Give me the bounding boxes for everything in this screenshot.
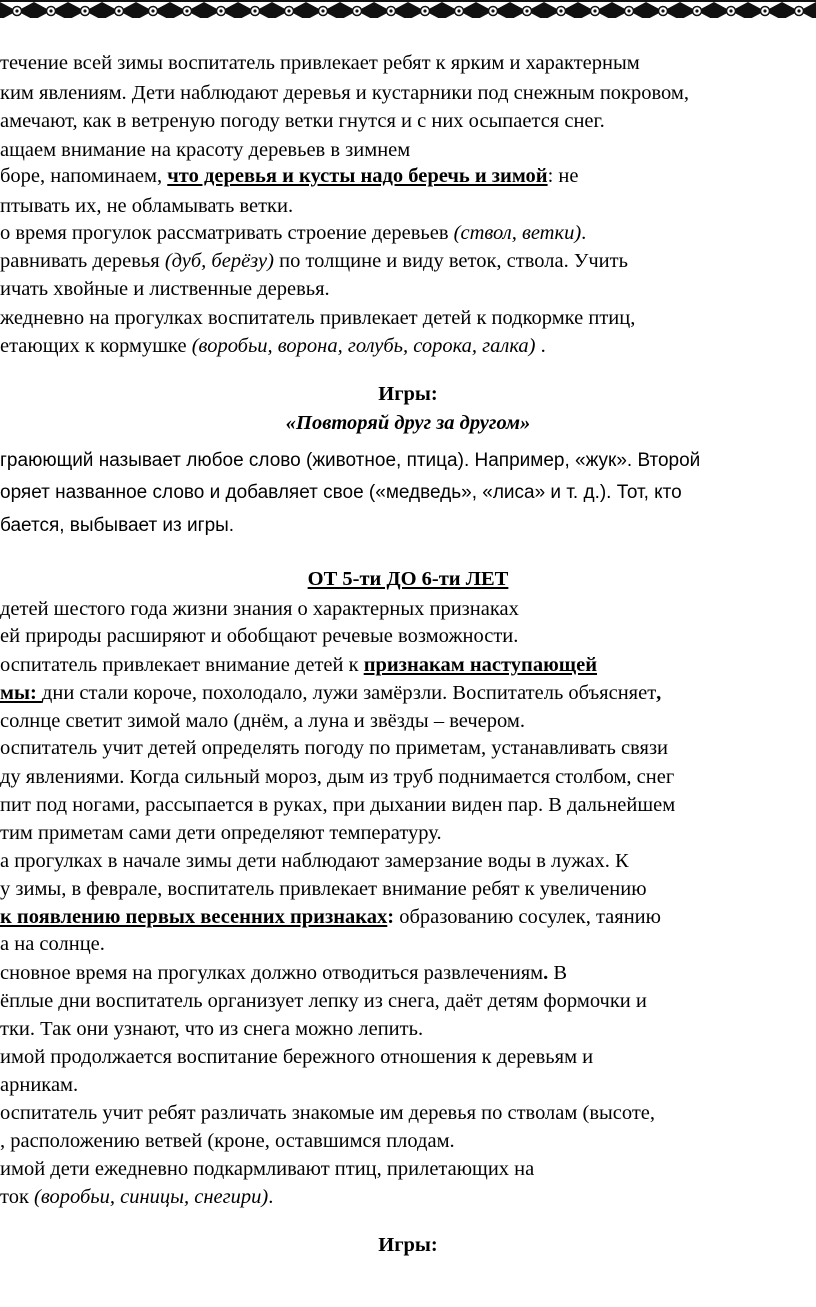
section1-line-2: ким явлениям. Дети наблюдают деревья и кустарники под снежным покровом,: [0, 82, 689, 104]
text-span: : не: [547, 165, 579, 187]
section1-line-4: ащаем внимание на красоту деревьев в зимнем: [0, 139, 411, 161]
emphasis-text: мы:: [0, 682, 42, 704]
section1-line-10: жедневно на прогулках воспитатель привлекает детей к подкормке птиц,: [0, 307, 636, 329]
emphasis-text: к появлению первых весенних признаках: [0, 906, 388, 928]
section1-line-3: амечают, как в ветреную погоду ветки гнутся и с них осыпается снег.: [0, 110, 605, 132]
section2-heading: [0, 566, 816, 592]
text-span: равнивать деревья: [0, 250, 165, 272]
text-span: ток: [0, 1186, 35, 1208]
emphasis-text: ,: [656, 682, 662, 704]
section2-line-10: а прогулках в начале зимы дети наблюдают замерзание воды в лужах. К: [0, 850, 629, 872]
game-title: «Повторяй друг за другом»: [285, 412, 531, 434]
text-span: .: [268, 1186, 274, 1208]
text-span: .: [535, 335, 546, 357]
section2-line-1: детей шестого года жизни знания о характерных признаках: [0, 598, 519, 620]
section2-line-12: [0, 904, 661, 930]
section2-line-14: [0, 960, 567, 986]
section2-heading-text: ОТ 5-ти ДО 6-ти ЛЕТ: [307, 568, 509, 590]
section2-line-22: [0, 1184, 273, 1210]
section2-line-11: у зимы, в феврале, воспитатель привлекает внимание ребят к увеличению: [0, 878, 647, 900]
text-span: етающих к кормушке: [0, 335, 192, 357]
section2-line-18: арникам.: [0, 1074, 79, 1096]
section1-line-11: [0, 333, 546, 359]
text-span: оспитатель привлекает внимание детей к: [0, 654, 364, 676]
italic-text: (воробьи, синицы, снегири): [34, 1186, 269, 1208]
section1-line-5: [0, 163, 579, 189]
text-span: .: [581, 222, 587, 244]
text-span: сновное время на прогулках должно отводиться развлечениям: [0, 962, 544, 984]
section1-line-1: течение всей зимы воспитатель привлекает ребят к ярким и характерным: [0, 52, 640, 74]
section2-line-13: а на солнце.: [0, 933, 105, 955]
section2-line-2: ей природы расширяют и обобщают речевые возможности.: [0, 625, 519, 647]
text-span: по толщине и виду веток, ствола. Учить: [273, 250, 628, 272]
text-span: дни стали короче, похолодало, лужи замёрзли. Воспитатель объясняет: [41, 682, 657, 704]
section2-line-9: тим приметам сами дети определяют температуру.: [0, 822, 442, 844]
emphasis-text: признакам наступающей: [363, 654, 598, 676]
games2-heading: Игры:: [378, 1234, 438, 1256]
text-span: боре, напоминаем,: [0, 165, 168, 187]
section1-line-7: [0, 220, 586, 246]
section2-line-17: имой продолжается воспитание бережного отношения к деревьям и: [0, 1046, 594, 1068]
section2-line-7: ду явлениями. Когда сильный мороз, дым из труб поднимается столбом, снег: [0, 766, 675, 788]
section2-line-3: [0, 652, 597, 678]
ornamental-border: [0, 0, 816, 22]
games-heading: Игры:: [378, 383, 438, 405]
section2-line-15: ёплые дни воспитатель организует лепку из снега, даёт детям формочки и: [0, 990, 647, 1012]
section1-line-6: птывать их, не обламывать ветки.: [0, 195, 294, 217]
emphasis-text: :: [387, 906, 395, 928]
section2-line-4: [0, 680, 661, 706]
section2-line-8: пит под ногами, рассыпается в руках, при дыхании виден пар. В дальнейшем: [0, 794, 676, 816]
section2-line-6: оспитатель учит детей определять погоду по приметам, устанавливать связи: [0, 737, 669, 759]
border-pattern-icon: [0, 0, 816, 22]
emphasis-text: .: [543, 962, 549, 984]
italic-text: (воробьи, ворона, голубь, сорока, галка): [191, 335, 536, 357]
game-description-line-1: граюющий называет любое слово (животное, птица). Например, «жук». Второй: [0, 450, 701, 471]
emphasis-text: что деревья и кусты надо беречь и зимой: [167, 165, 548, 187]
section2-line-19: оспитатель учит ребят различать знакомые им деревья по стволам (высоте,: [0, 1102, 656, 1124]
section2-line-20: , расположению ветвей (кроне, оставшимся плодам.: [0, 1130, 455, 1152]
section2-line-5: солнце светит зимой мало (днём, а луна и звёзды – вечером.: [0, 710, 525, 732]
section2-line-16: тки. Так они узнают, что из снега можно лепить.: [0, 1018, 424, 1040]
text-span: образованию сосулек, таянию: [394, 906, 661, 928]
section1-line-9: ичать хвойные и лиственные деревья.: [0, 278, 330, 300]
game-description-line-2: оряет названное слово и добавляет свое («медведь», «лиса» и т. д.). Тот, кто: [0, 482, 682, 503]
italic-text: (ствол, ветки): [453, 222, 582, 244]
text-span: В: [548, 962, 568, 984]
game-description-line-3: бается, выбывает из игры.: [0, 515, 235, 536]
italic-text: (дуб, берёзу): [164, 250, 274, 272]
section2-line-21: имой дети ежедневно подкармливают птиц, прилетающих на: [0, 1158, 535, 1180]
section1-line-8: [0, 248, 628, 274]
text-span: о время прогулок рассматривать строение деревьев: [0, 222, 454, 244]
